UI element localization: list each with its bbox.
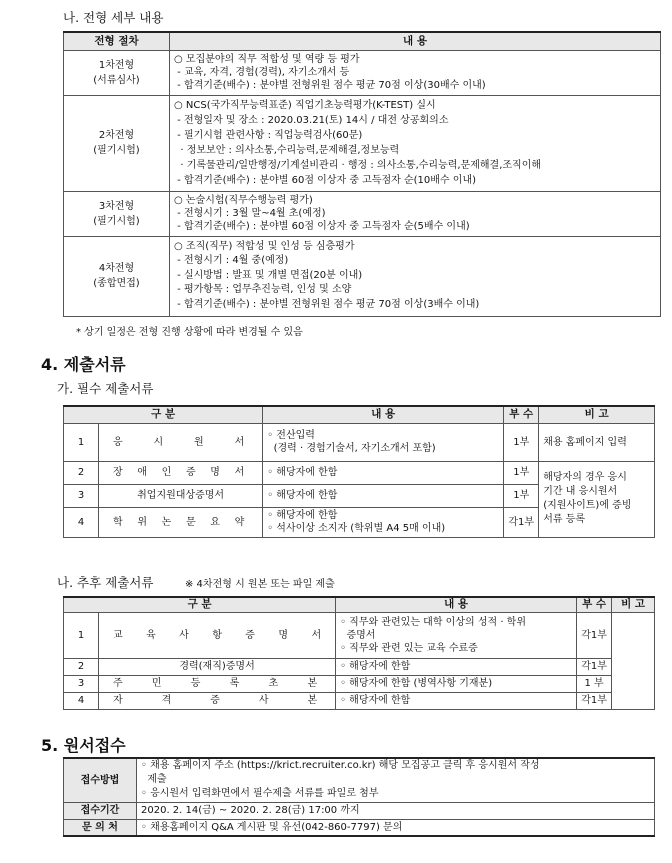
table-row [64, 692, 655, 709]
header-stage: 전형 절차 [64, 32, 170, 50]
stage-cell: 4차전형 (종합면접) [64, 236, 170, 316]
row-number: 4 [64, 507, 99, 537]
document-name: 교 육 사 항 증 명 서 [99, 612, 336, 658]
document-name: 취업지원대상증명서 [99, 484, 263, 507]
table-row [64, 758, 655, 802]
stage-content: ○ NCS(국가직무능력표준) 직업기초능력평가(K-TEST) 실시 - 전형일자 및 장소 : 2020.03.21(토) 14시 / 대전 상공회의소 - 필기시험 관련사항 : 직업능력검사(60문) · 정보보안 : 의사소통,수리능력,문제해결,정보능력 · 기록물관리/일반행정/기계설비관리 · 행정 : 의사소통,수리능력,문제해결,조직이해 - 합격기준(배수) : 분야별 60점 이상자 중 고득점자 순(10배수 이내) [170, 95, 661, 191]
application-method-detail: ◦ 채용 홈페이지 주소 (https://krict.recruiter.co.kr) 해당 모집공고 클릭 후 응시원서 작성 제출 ◦ 응시원서 입력화면에서 필수제출 서류를 파일로 첨부 [137, 758, 655, 802]
stage-cell: 1차전형 (서류심사) [64, 50, 170, 95]
document-name: 주 민 등 록 초 본 [99, 675, 336, 692]
application-method-label: 접수방법 [64, 758, 137, 802]
table-row [64, 802, 655, 819]
stage-content: ○ 조직(직무) 적합성 및 인성 등 심층평가 - 전형시기 : 4월 중(예정) - 실시방법 : 발표 및 개별 면접(20분 이내) - 평가항목 : 업무추진능력, 인성 및 소양 - 합격기준(배수) : 분야별 전형위원 점수 평균 70점 이상(3배수 이내) [170, 236, 661, 316]
header-content: 내 용 [263, 406, 504, 423]
document-detail: ◦ 해당자에 한함 [263, 484, 504, 507]
later-docs-table [63, 596, 655, 710]
document-name: 자 격 증 사 본 [99, 692, 336, 709]
application-table [63, 757, 655, 837]
header-remarks: 비 고 [612, 597, 655, 612]
selection-detail-heading: 나. 전형 세부 내용 [63, 10, 164, 25]
table-row [64, 423, 655, 461]
document-name: 경력(재직)증명서 [99, 658, 336, 675]
contact-label: 문 의 처 [64, 819, 137, 836]
stage-content: ○ 모집분야의 직무 적합성 및 역량 등 평가 - 교육, 자격, 경험(경력), 자기소개서 등 - 합격기준(배수) : 분야별 전형위원 점수 평균 70점 이상(30배수 이내) [170, 50, 661, 95]
document-detail: ◦ 해당자에 한함 [336, 692, 577, 709]
section-4-heading: 4. 제출서류 [41, 355, 126, 374]
document-name: 응 시 원 서 [99, 423, 263, 461]
header-remarks: 비 고 [539, 406, 655, 423]
required-docs-table [63, 405, 655, 538]
row-number: 1 [64, 423, 99, 461]
copies: 각1부 [577, 692, 612, 709]
row-number: 3 [64, 675, 99, 692]
copies: 각1부 [577, 612, 612, 658]
document-detail: ◦ 해당자에 한함 [336, 658, 577, 675]
copies: 1부 [504, 484, 539, 507]
table-row [64, 819, 655, 836]
row-number: 4 [64, 692, 99, 709]
schedule-note: * 상기 일정은 전형 진행 상황에 따라 변경될 수 있음 [76, 327, 303, 338]
application-period-label: 접수기간 [64, 802, 137, 819]
row-number: 2 [64, 658, 99, 675]
contact-detail: ◦ 채용홈페이지 Q&A 게시판 및 유선(042-860-7797) 문의 [137, 819, 655, 836]
header-content: 내 용 [170, 32, 661, 50]
copies: 각1부 [504, 507, 539, 537]
header-copies: 부 수 [577, 597, 612, 612]
copies: 1 부 [577, 675, 612, 692]
selection-detail-table [63, 31, 661, 317]
document-detail: ◦ 해당자에 한함 ◦ 석사이상 소지자 (학위별 A4 5매 이내) [263, 507, 504, 537]
table-row [64, 658, 655, 675]
header-category: 구 분 [64, 406, 263, 423]
remark: 채용 홈페이지 입력 [539, 423, 655, 461]
header-content: 내 용 [336, 597, 577, 612]
row-number: 1 [64, 612, 99, 658]
section-5-heading: 5. 원서접수 [41, 736, 126, 755]
required-docs-heading: 가. 필수 제출서류 [57, 381, 154, 396]
stage-cell: 3차전형 (필기시험) [64, 191, 170, 236]
document-name: 장 애 인 증 명 서 [99, 461, 263, 484]
document-detail: ◦ 직무와 관련있는 대학 이상의 성적 · 학위 증명서 ◦ 직무와 관련 있는 교육 수료증 [336, 612, 577, 658]
later-docs-note: ※ 4차전형 시 원본 또는 파일 제출 [185, 579, 335, 590]
row-number: 3 [64, 484, 99, 507]
application-period-detail: 2020. 2. 14(금) ~ 2020. 2. 28(금) 17:00 까지 [137, 802, 655, 819]
table-row [64, 612, 655, 658]
table-row [64, 461, 655, 484]
document-detail: ◦ 해당자에 한함 (병역사항 기재분) [336, 675, 577, 692]
copies: 1부 [504, 461, 539, 484]
later-docs-heading: 나. 추후 제출서류 [57, 575, 154, 590]
document-name: 학 위 논 문 요 약 [99, 507, 263, 537]
copies: 각1부 [577, 658, 612, 675]
document-detail: ◦ 전산입력 (경력 · 경험기술서, 자기소개서 포함) [263, 423, 504, 461]
row-number: 2 [64, 461, 99, 484]
stage-content: ○ 논술시험(직무수행능력 평가) - 전형시기 : 3월 말~4월 초(예정) - 합격기준(배수) : 분야별 60점 이상자 중 고득점자 순(5배수 이내) [170, 191, 661, 236]
header-category: 구 분 [64, 597, 336, 612]
copies: 1부 [504, 423, 539, 461]
table-row [64, 675, 655, 692]
header-copies: 부 수 [504, 406, 539, 423]
stage-cell: 2차전형 (필기시험) [64, 95, 170, 191]
remark-empty [612, 612, 655, 709]
document-detail: ◦ 해당자에 한함 [263, 461, 504, 484]
merged-remark: 해당자의 경우 응시 기간 내 응시원서 (지원사이트)에 증빙 서류 등록 [539, 461, 655, 537]
